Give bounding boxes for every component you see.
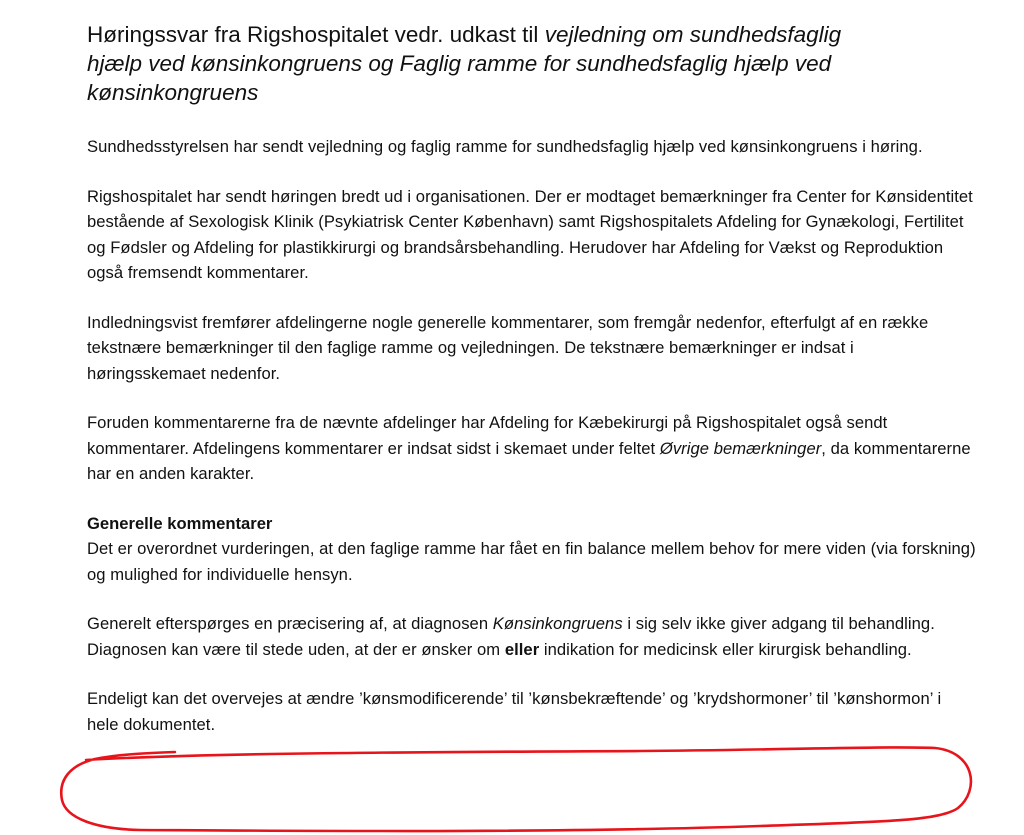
paragraph-terminology: Endeligt kan det overvejes at ændre ’kønsmodificerende’ til ’kønsbekræftende’ og ’krydshormoner’ til ’kønshormon’ i hele dokumentet. <box>87 689 942 734</box>
title-italic-line2: hjælp ved kønsinkongruens og Faglig ramme for sundhedsfaglig hjælp ved <box>87 51 832 76</box>
paragraph-jaw-surgery <box>87 410 977 487</box>
title-italic-line1: vejledning om sundhedsfaglig <box>544 22 842 47</box>
paragraph-diagnosis <box>87 611 977 662</box>
p4-after: , da kommentarerne har en anden karakter. <box>87 438 971 483</box>
p6-italic: Kønsinkongruens <box>492 614 623 633</box>
title-italic-line3: kønsinkongruens <box>87 80 259 105</box>
document-title <box>87 20 977 107</box>
paragraph-consultation: Rigshospitalet har sendt høringen bredt ud i organisationen. Der er modtaget bemærkninger fra Center for Kønsidentitet bestående af Sexologisk Klinik (Psykiatrisk Center København) samt Rigshospitalets Afdeling for Gynækologi, Fertilitet og Fødsler og Afdeling for plastikkirurgi og brandsårsbehandling. Herudover har Afdeling for Vækst og Reproduktion også fremsendt kommentarer. <box>87 186 973 282</box>
p6-before: Generelt efterspørges en præcisering af, at diagnosen <box>87 614 493 633</box>
p6-after: indikation for medicinsk eller kirurgisk behandling. <box>539 639 912 659</box>
p4-italic: Øvrige bemærkninger <box>659 438 822 458</box>
red-circle-stroke <box>61 747 971 831</box>
paragraph-general-overview: Indledningsvist fremfører afdelingerne nogle generelle kommentarer, som fremgår nedenfor, efterfulgt af en række tekstnære bemærkninger til den faglige ramme og vejledningen. De tekstnære bemærkninger er indsat i høringsskemaet nedenfor. <box>87 312 929 383</box>
title-prefix: Høringssvar fra Rigshospitalet vedr. udkast til <box>87 22 545 47</box>
p6-bold: eller <box>504 639 540 659</box>
p6-middle: i sig selv ikke giver adgang til behandling. Diagnosen kan være til stede uden, at der er ønsker om <box>87 614 935 659</box>
paragraph-balance: Det er overordnet vurderingen, at den faglige ramme har fået en fin balance mellem behov for mere viden (via forskning) og mulighed for individuelle hensyn. <box>87 539 976 584</box>
p4-before: Foruden kommentarerne fra de nævnte afdelinger har Afdeling for Kæbekirurgi på Rigshospitalet også sendt kommentarer. Afdelingens kommentarer er indsat sidst i skemaet under feltet <box>87 413 888 458</box>
paragraph-intro: Sundhedsstyrelsen har sendt vejledning og faglig ramme for sundhedsfaglig hjælp ved kønsinkongruens i høring. <box>87 137 923 156</box>
document-page <box>87 20 977 737</box>
section-heading-general-comments: Generelle kommentarer <box>87 513 273 533</box>
